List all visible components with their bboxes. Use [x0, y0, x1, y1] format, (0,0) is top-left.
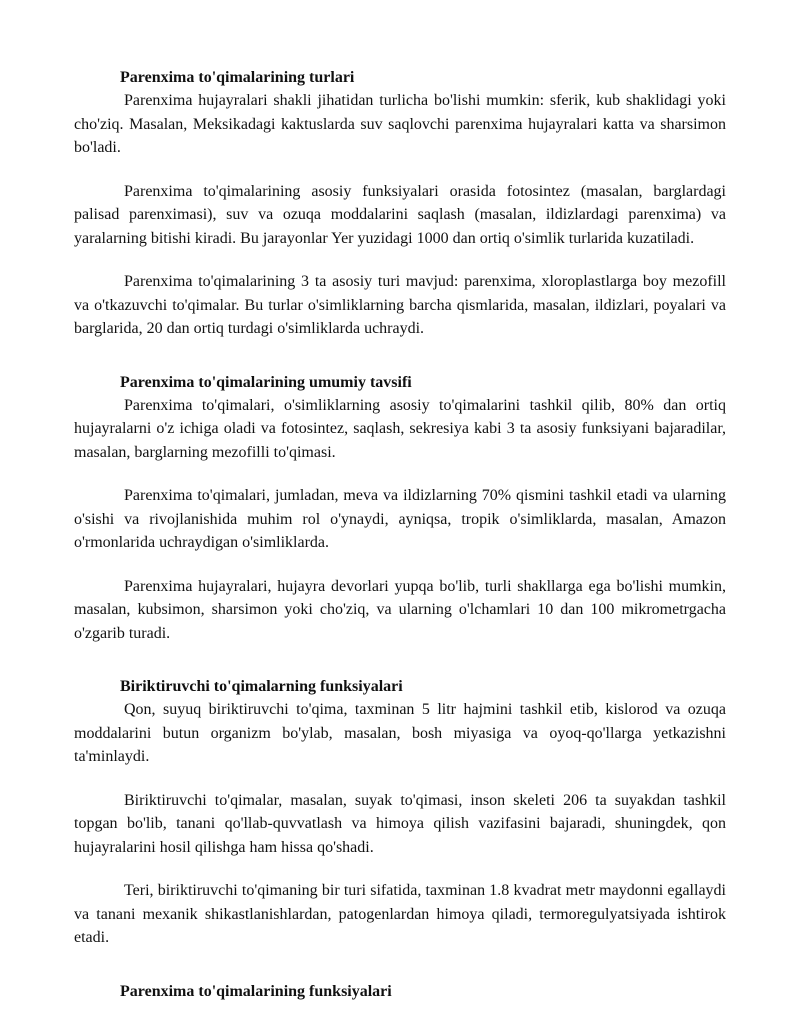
paragraph: Qon, suyuq biriktiruvchi to'qima, taxminan 5 litr hajmini tashkil etib, kislorod va ozuqa moddalarini butun organizm bo'ylab, masalan, bosh miyasiga va oyoq-qo'llarga yetkazishni ta'minlaydi. [74, 701, 726, 765]
section-heading: Biriktiruvchi to'qimalarning funksiyalari [120, 678, 403, 695]
paragraph: Parenxima to'qimalarining asosiy funksiyalari orasida fotosintez (masalan, barglardagi palisad parenximasi), suv va ozuqa moddalarini saqlash (masalan, ildizlardagi parenxima) va yaralarning bitishi kiradi. Bu jarayonlar Yer yuzidagi 1000 dan ortiq o'simlik turlarida kuzatiladi. [74, 182, 726, 247]
paragraph: Parenxima hujayralari, hujayra devorlari yupqa bo'lib, turli shakllarga ega bo'lishi mumkin, masalan, kubsimon, sharsimon yoki cho'ziq, va ularning o'lchamlari 10 dan 100 mikrometrgacha o'zgarib turadi. [74, 577, 726, 642]
paragraph: Parenxima to'qimalarining 3 ta asosiy turi mavjud: parenxima, xloroplastlarga boy mezofill va o'tkazuvchi to'qimalar. Bu turlar o'simliklarning barcha qismlarida, masalan, ildizlari, poyalari va barglarida, 20 dan ortiq turdagi o'simliklarda uchraydi. [74, 273, 726, 337]
section-heading: Parenxima to'qimalarining umumiy tavsifi [120, 373, 412, 391]
paragraph: Teri, biriktiruvchi to'qimaning bir turi sifatida, taxminan 1.8 kvadrat metr maydonni egallaydi va tanani mexanik shikastlanishlardan, patogenlardan himoya qiladi, termoregulyatsiyada ishtirok etadi. [74, 882, 726, 946]
section-heading: Parenxima to'qimalarining turlari [120, 69, 355, 86]
paragraph: Parenxima hujayralari shakli jihatidan turlicha bo'lishi mumkin: sferik, kub shaklidagi yoki cho'ziq. Masalan, Meksikadagi kaktuslarda suv saqlovchi parenxima hujayralari katta va sharsimon bo'ladi. [74, 92, 726, 156]
paragraph: Parenxima to'qimalari, jumladan, meva va ildizlarning 70% qismini tashkil etadi va ularning o'sishi va rivojlanishida muhim rol o'ynaydi, ayniqsa, tropik o'simliklarda, masalan, Amazon o'rmonlarida uchraydigan o'simliklarda. [74, 487, 726, 551]
document-page [74, 66, 726, 1003]
paragraph: Parenxima to'qimalari, o'simliklarning asosiy to'qimalarini tashkil qilib, 80% dan ortiq hujayralarni o'z ichiga oladi va fotosintez, saqlash, sekresiya kabi 3 ta asosiy funksiyani bajaradilar, masalan, barglarning mezofilli to'qimasi. [74, 396, 726, 461]
paragraph: Biriktiruvchi to'qimalar, masalan, suyak to'qimasi, inson skeleti 206 ta suyakdan tashkil topgan bo'lib, tanani qo'llab-quvvatlash va himoya qilish vazifasini bajaradi, shuningdek, qon hujayralarini hosil qilishga ham hissa qo'shadi. [74, 791, 726, 856]
section-heading: Parenxima to'qimalarining funksiyalari [120, 982, 392, 1000]
